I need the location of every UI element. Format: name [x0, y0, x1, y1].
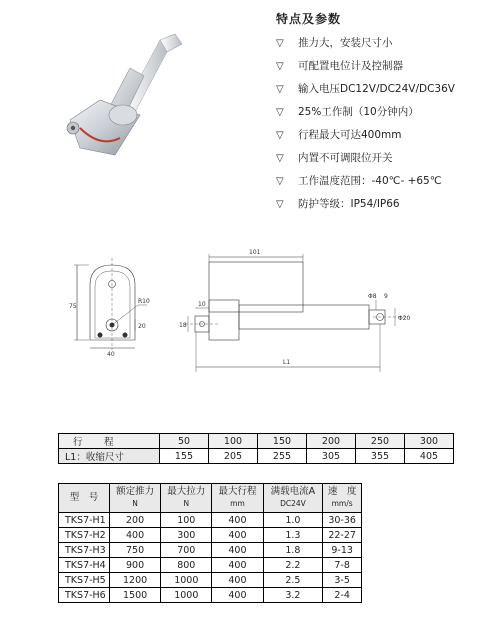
table-cell: 405 — [405, 449, 454, 464]
table-header-row — [59, 484, 362, 513]
table-cell: 9-13 — [323, 543, 362, 558]
triangle-bullet-icon: ▽ — [276, 84, 284, 95]
table-cell: 255 — [258, 449, 307, 464]
dim-10-label: 10 — [198, 301, 206, 308]
table-cell: 1500 — [110, 588, 161, 603]
dim-r10-label: R10 — [138, 298, 150, 305]
table-row — [59, 513, 362, 528]
feature-item: ▽ 可配置电位计及控制器 — [276, 60, 403, 72]
table-cell: 行 程 — [59, 434, 160, 449]
table-cell: 155 — [160, 449, 209, 464]
dim-18-label: 18 — [179, 322, 187, 329]
dim-40-label: 40 — [107, 351, 115, 358]
dim-l1-label: L1 — [283, 359, 291, 366]
dim-9-label: 9 — [384, 293, 388, 300]
table-cell: 400 — [212, 528, 263, 543]
table-cell: 355 — [356, 449, 405, 464]
table-cell: 50 — [160, 434, 209, 449]
table-cell: L1：收缩尺寸 — [59, 449, 160, 464]
table-header-cell: 速 度 mm/s — [323, 484, 362, 513]
table-header-cell: 最大行程 mm — [212, 484, 263, 513]
dim-101-label: 101 — [249, 249, 261, 256]
triangle-bullet-icon: ▽ — [276, 107, 284, 118]
feature-item: ▽ 行程最大可达400mm — [276, 129, 402, 141]
table-cell: 3-5 — [323, 573, 362, 588]
table-row — [59, 573, 362, 588]
table-cell: 300 — [161, 528, 212, 543]
table-cell: 200 — [307, 434, 356, 449]
table-cell: 1.8 — [263, 543, 323, 558]
features-title: 特点及参数 — [276, 12, 342, 26]
table-cell: 400 — [212, 573, 263, 588]
table-cell: 200 — [110, 513, 161, 528]
table-row — [59, 543, 362, 558]
dim-20a-label: 20 — [138, 323, 146, 330]
table-cell: 250 — [356, 434, 405, 449]
table-cell: TKS7-H4 — [59, 558, 110, 573]
table-row — [59, 558, 362, 573]
table-cell: 305 — [307, 449, 356, 464]
feature-item: ▽ 输入电压DC12V/DC24V/DC36V — [276, 83, 455, 95]
dim-phi8-label: Φ8 — [368, 293, 377, 300]
table-cell: 800 — [161, 558, 212, 573]
table-cell: 400 — [212, 588, 263, 603]
features-section — [276, 10, 498, 220]
feature-item: ▽ 工作温度范围：-40℃- +65℃ — [276, 175, 442, 187]
dim-75-label: 75 — [69, 303, 77, 310]
table-cell: 100 — [161, 513, 212, 528]
table-cell: 22-27 — [323, 528, 362, 543]
table-cell: 400 — [212, 513, 263, 528]
table-cell: 3.2 — [263, 588, 323, 603]
table-header-cell: 满载电流A DC24V — [263, 484, 323, 513]
table-cell: 1000 — [161, 588, 212, 603]
triangle-bullet-icon: ▽ — [276, 61, 284, 72]
triangle-bullet-icon: ▽ — [276, 130, 284, 141]
table-cell: 30-36 — [323, 513, 362, 528]
table-row — [59, 434, 454, 449]
table-cell: 205 — [209, 449, 258, 464]
end-view-drawing — [74, 258, 147, 350]
table-cell: 1200 — [110, 573, 161, 588]
table-cell: TKS7-H2 — [59, 528, 110, 543]
feature-item: ▽ 内置不可调限位开关 — [276, 152, 393, 164]
table-row — [59, 449, 454, 464]
table-row — [59, 528, 362, 543]
feature-item: ▽ 防护等级：IP54/IP66 — [276, 198, 400, 210]
table-cell: 150 — [258, 434, 307, 449]
table-cell: 7-8 — [323, 558, 362, 573]
table-cell: 400 — [212, 543, 263, 558]
model-specs-table — [58, 483, 362, 603]
actuator-photo — [40, 20, 220, 170]
feature-item: ▽ 推力大，安装尺寸小 — [276, 37, 393, 49]
triangle-bullet-icon: ▽ — [276, 38, 284, 49]
table-cell: 900 — [110, 558, 161, 573]
features-list — [276, 36, 498, 220]
table-cell: 400 — [110, 528, 161, 543]
feature-item: ▽ 25%工作制（10分钟内） — [276, 106, 419, 118]
triangle-bullet-icon: ▽ — [276, 199, 284, 210]
table-cell: TKS7-H6 — [59, 588, 110, 603]
table-cell: 400 — [212, 558, 263, 573]
table-header-cell: 最大拉力 N — [161, 484, 212, 513]
table-cell: 700 — [161, 543, 212, 558]
table-cell: TKS7-H3 — [59, 543, 110, 558]
table-cell: 2.2 — [263, 558, 323, 573]
side-view-drawing — [185, 254, 405, 372]
table-cell: TKS7-H5 — [59, 573, 110, 588]
table-row — [59, 588, 362, 603]
table-cell: 1.0 — [263, 513, 323, 528]
table-cell: 1000 — [161, 573, 212, 588]
table-header-cell: 额定推力 N — [110, 484, 161, 513]
table-cell: 100 — [209, 434, 258, 449]
table-cell: TKS7-H1 — [59, 513, 110, 528]
table-cell: 2-4 — [323, 588, 362, 603]
table-cell: 750 — [110, 543, 161, 558]
table-cell: 1.3 — [263, 528, 323, 543]
triangle-bullet-icon: ▽ — [276, 153, 284, 164]
table-cell: 300 — [405, 434, 454, 449]
dim-phi20-label: Φ20 — [398, 315, 411, 322]
table-cell: 2.5 — [263, 573, 323, 588]
triangle-bullet-icon: ▽ — [276, 176, 284, 187]
table-header-cell: 型 号 — [59, 484, 110, 513]
stroke-length-table — [58, 433, 454, 464]
dimension-drawings — [55, 240, 475, 390]
